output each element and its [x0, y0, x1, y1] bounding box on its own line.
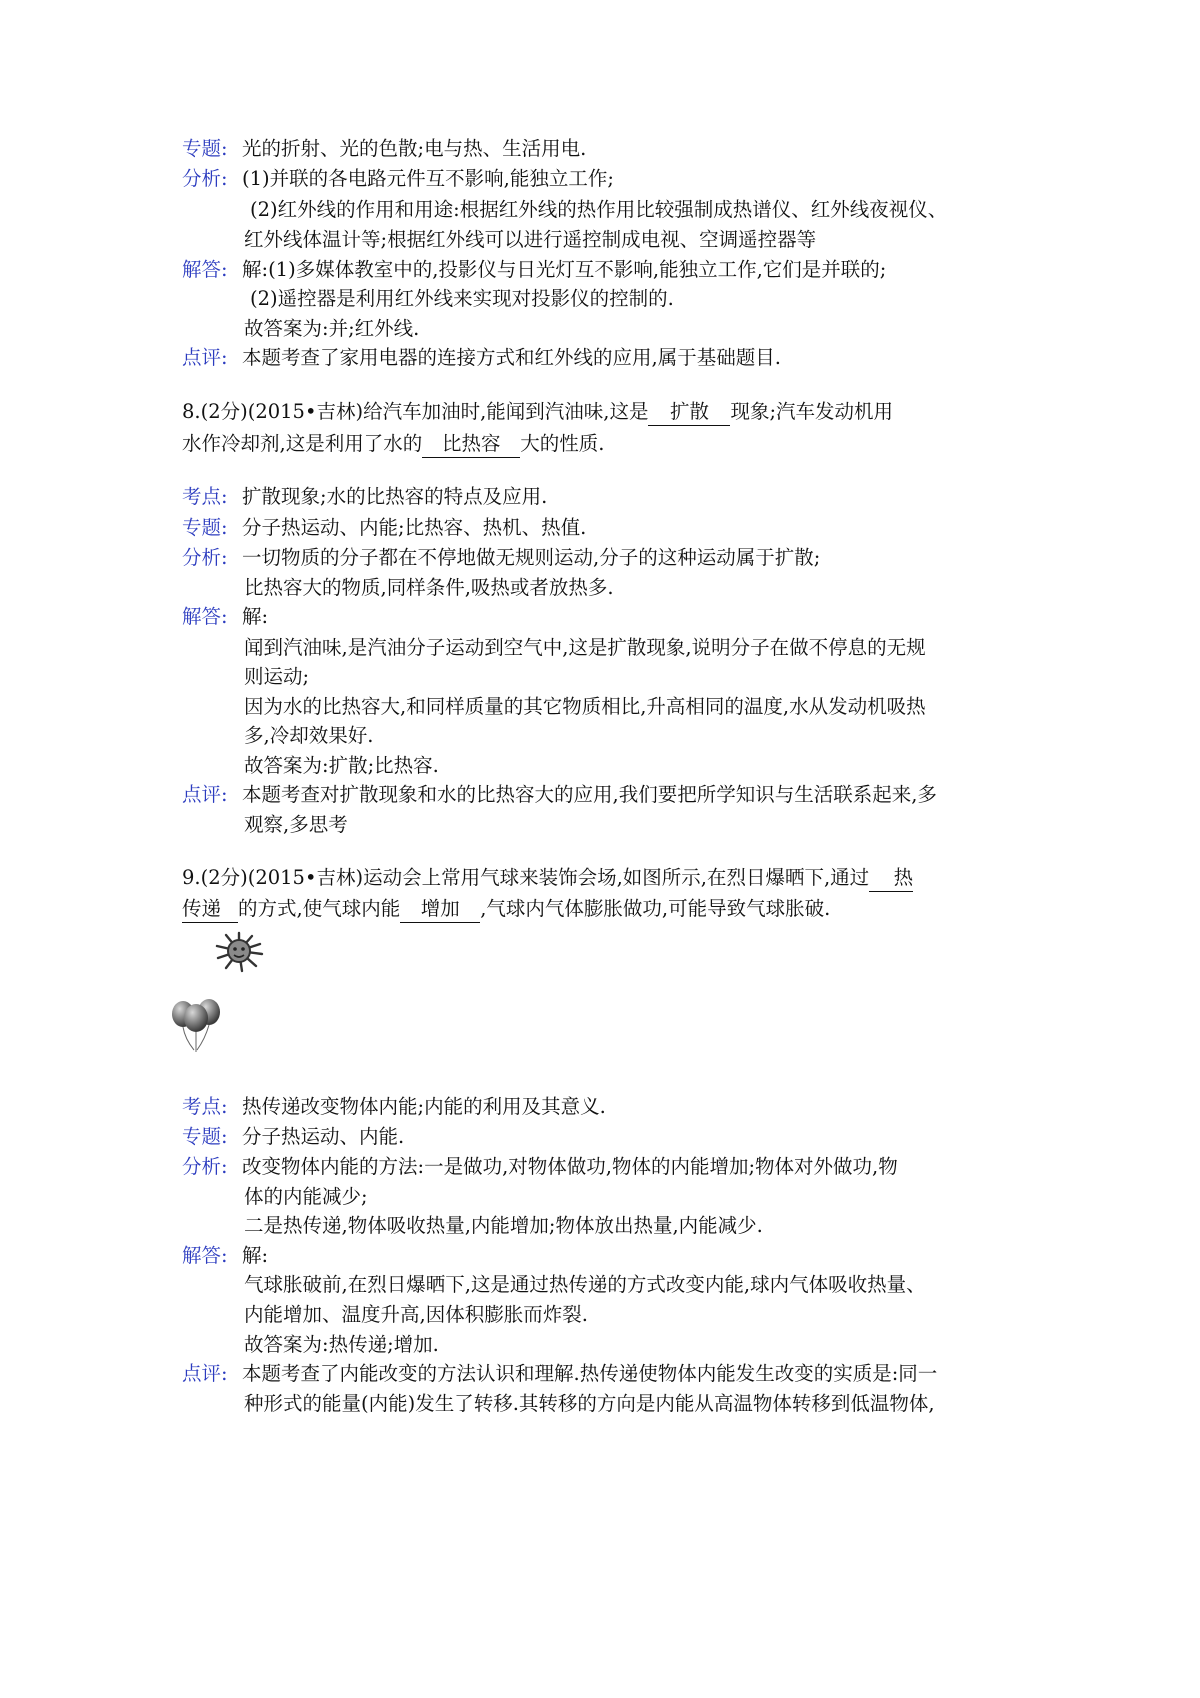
zhuanti-text: 分子热运动、内能;比热容、热机、热值. — [242, 516, 587, 539]
jieda-text: 解:(1)多媒体教室中的,投影仪与日光灯互不影响,能独立工作,它们是并联的; — [242, 258, 887, 281]
fenxi-text: 一切物质的分子都在不停地做无规则运动,分子的这种运动属于扩散; — [242, 546, 821, 569]
fenxi-text: 比热容大的物质,同样条件,吸热或者放热多. — [244, 576, 614, 599]
zhuanti-label: 专题: — [182, 137, 228, 160]
fenxi-text: 体的内能减少; — [244, 1185, 368, 1208]
q8-stem-part: 大的性质. — [520, 432, 605, 455]
q9-answer-blank: 传递 — [182, 896, 238, 923]
q8-stem-part: 水作冷却剂,这是利用了水的 — [182, 432, 423, 455]
dianping-text: 本题考查了内能改变的方法认识和理解.热传递使物体内能发生改变的实质是:同一 — [242, 1362, 938, 1385]
jieda-text: 因为水的比热容大,和同样质量的其它物质相比,升高相同的温度,水从发动机吸热 — [244, 695, 926, 718]
jieda-text: 解: — [242, 1244, 269, 1267]
jieda-label: 解答: — [182, 1244, 228, 1267]
fenxi-label: 分析: — [182, 167, 228, 190]
jieda-label: 解答: — [182, 258, 228, 281]
q9-stem-part: 9.(2分)(2015•吉林)运动会上常用气球来装饰会场,如图所示,在烈日爆晒下,通过 — [182, 866, 870, 889]
question-9-stem — [182, 893, 830, 925]
dianping-label: 点评: — [182, 346, 228, 369]
jieda-label: 解答: — [182, 605, 228, 628]
q8-answer-blank: 扩散 — [648, 399, 730, 426]
zhuanti-text: 光的折射、光的色散;电与热、生活用电. — [242, 137, 587, 160]
q9-stem-part: 的方式,使气球内能 — [238, 897, 401, 920]
kaodian-label: 考点: — [182, 485, 228, 508]
jieda-answer: 故答案为:扩散;比热容. — [244, 754, 439, 777]
dianping-text: 种形式的能量(内能)发生了转移.其转移的方向是内能从高温物体转移到低温物体, — [244, 1392, 935, 1415]
q9-stem-part: ,气球内气体膨胀做功,可能导致气球胀破. — [480, 897, 831, 920]
kaodian-text: 热传递改变物体内能;内能的利用及其意义. — [242, 1095, 606, 1118]
q8-stem-part: 8.(2分)(2015•吉林)给汽车加油时,能闻到汽油味,这是 — [182, 400, 649, 423]
jieda-text: 闻到汽油味,是汽油分子运动到空气中,这是扩散现象,说明分子在做不停息的无规 — [244, 636, 926, 659]
jieda-text: 则运动; — [244, 665, 310, 688]
q8-answer-blank: 比热容 — [422, 431, 520, 458]
q9-answer-blank: 增加 — [400, 896, 480, 923]
zhuanti-label: 专题: — [182, 1125, 228, 1148]
dianping-text: 本题考查了家用电器的连接方式和红外线的应用,属于基础题目. — [242, 346, 781, 369]
dianping-text: 本题考查对扩散现象和水的比热容大的应用,我们要把所学知识与生活联系起来,多 — [242, 783, 937, 806]
zhuanti-label: 专题: — [182, 516, 228, 539]
question-8-stem — [182, 396, 893, 428]
dianping-label: 点评: — [182, 783, 228, 806]
dianping-label: 点评: — [182, 1362, 228, 1385]
jieda-text: 气球胀破前,在烈日爆晒下,这是通过热传递的方式改变内能,球内气体吸收热量、 — [244, 1273, 926, 1296]
jieda-answer: 故答案为:热传递;增加. — [244, 1333, 439, 1356]
jieda-text: 解: — [242, 605, 269, 628]
jieda-answer: 故答案为:并;红外线. — [244, 317, 420, 340]
zhuanti-text: 分子热运动、内能. — [242, 1125, 405, 1148]
sun-icon — [212, 930, 272, 974]
kaodian-label: 考点: — [182, 1095, 228, 1118]
fenxi-label: 分析: — [182, 546, 228, 569]
q8-stem-part: 现象;汽车发动机用 — [730, 400, 894, 423]
question-8-stem — [182, 428, 604, 460]
fenxi-text: (2)红外线的作用和用途:根据红外线的热作用比较强制成热谱仪、红外线夜视仪、 — [250, 198, 948, 221]
fenxi-text: 改变物体内能的方法:一是做功,对物体做功,物体的内能增加;物体对外做功,物 — [242, 1155, 898, 1178]
fenxi-text: (1)并联的各电路元件互不影响,能独立工作; — [242, 167, 614, 190]
jieda-text: 多,冷却效果好. — [244, 724, 374, 747]
jieda-text: 内能增加、温度升高,因体积膨胀而炸裂. — [244, 1303, 588, 1326]
dianping-text: 观察,多思考 — [244, 813, 348, 836]
balloons-icon — [168, 994, 226, 1056]
fenxi-text: 二是热传递,物体吸收热量,内能增加;物体放出热量,内能减少. — [244, 1214, 763, 1237]
question-9-stem — [182, 862, 913, 894]
q9-answer-blank: 热 — [869, 865, 913, 892]
jieda-text: (2)遥控器是利用红外线来实现对投影仪的控制的. — [250, 287, 674, 310]
fenxi-label: 分析: — [182, 1155, 228, 1178]
fenxi-text: 红外线体温计等;根据红外线可以进行遥控制成电视、空调遥控器等 — [244, 228, 817, 251]
kaodian-text: 扩散现象;水的比热容的特点及应用. — [242, 485, 548, 508]
